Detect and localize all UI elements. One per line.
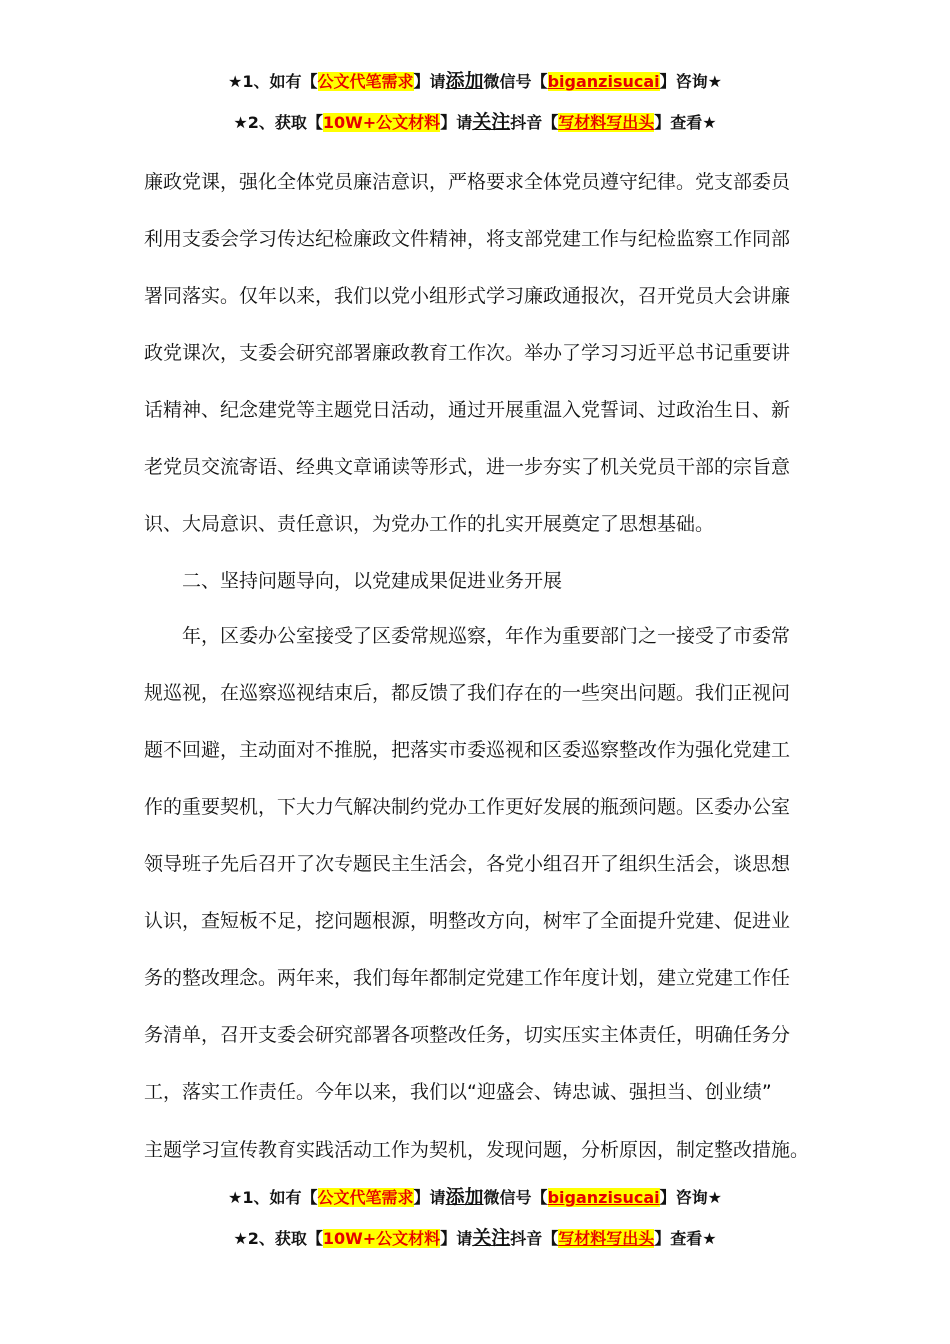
section-heading: 二、坚持问题导向，以党建成果促进业务开展 [144,570,563,592]
body-line: 规巡视，在巡察巡视结束后，都反馈了我们存在的一些突出问题。我们正视问 [144,682,791,704]
wechat-id-link[interactable]: biganzisucai [547,1188,660,1207]
banner-text: 微信号【 [483,72,548,91]
ad-banner-top-line-1 [0,70,950,93]
banner-text: 】请 [440,113,473,132]
banner-text: ★2、获取【 [233,1229,323,1248]
wechat-id-link[interactable]: biganzisucai [547,72,660,91]
banner-text: 微信号【 [483,1188,548,1207]
douyin-account-link[interactable]: 写材料写出头 [558,113,655,132]
body-line: 题不回避，主动面对不推脱，把落实市委巡视和区委巡察整改作为强化党建工 [144,739,791,761]
banner-highlight: 10W+公文材料 [322,1229,441,1248]
body-line: 利用支委会学习传达纪检廉政文件精神，将支部党建工作与纪检监察工作同部 [144,228,791,250]
banner-text: 】请 [440,1229,473,1248]
body-line: 主题学习宣传教育实践活动工作为契机，发现问题，分析原因，制定整改措施。 [144,1139,810,1161]
ad-banner-top-line-2 [0,111,950,134]
banner-text: 】请 [413,1188,446,1207]
banner-emphasis: 添加 [445,1186,484,1208]
banner-text: 】咨询★ [659,72,722,91]
body-line: 工，落实工作责任。今年以来，我们以“迎盛会、铸忠诚、强担当、创业绩” [144,1081,772,1103]
banner-text: ★1、如有【 [228,72,318,91]
body-line: 务清单，召开支委会研究部署各项整改任务，切实压实主体责任，明确任务分 [144,1024,791,1046]
banner-highlight: 公文代笔需求 [317,1188,414,1207]
banner-text: 】请 [413,72,446,91]
ad-banner-bottom-line-1 [0,1186,950,1209]
banner-emphasis: 关注 [472,111,511,133]
body-line: 老党员交流寄语、经典文章诵读等形式，进一步夯实了机关党员干部的宗旨意 [144,456,791,478]
banner-text: 抖音【 [510,113,559,132]
body-line: 年，区委办公室接受了区委常规巡察，年作为重要部门之一接受了市委常 [144,625,791,647]
body-line: 政党课次，支委会研究部署廉政教育工作次。举办了学习习近平总书记重要讲 [144,342,791,364]
banner-highlight: 公文代笔需求 [317,72,414,91]
ad-banner-bottom-line-2 [0,1227,950,1250]
banner-text: 】咨询★ [659,1188,722,1207]
banner-text: 】查看★ [654,113,717,132]
banner-highlight: 10W+公文材料 [322,113,441,132]
banner-text: 】查看★ [654,1229,717,1248]
banner-emphasis: 关注 [472,1227,511,1249]
body-line: 识、大局意识、责任意识，为党办工作的扎实开展奠定了思想基础。 [144,513,715,535]
body-line: 务的整改理念。两年来，我们每年都制定党建工作年度计划，建立党建工作任 [144,967,791,989]
banner-text: 抖音【 [510,1229,559,1248]
body-line: 领导班子先后召开了次专题民主生活会，各党小组召开了组织生活会，谈思想 [144,853,791,875]
body-line: 话精神、纪念建党等主题党日活动，通过开展重温入党誓词、过政治生日、新 [144,399,791,421]
body-line: 作的重要契机，下大力气解决制约党办工作更好发展的瓶颈问题。区委办公室 [144,796,791,818]
body-line: 廉政党课，强化全体党员廉洁意识，严格要求全体党员遵守纪律。党支部委员 [144,171,791,193]
douyin-account-link[interactable]: 写材料写出头 [558,1229,655,1248]
banner-text: ★1、如有【 [228,1188,318,1207]
banner-text: ★2、获取【 [233,113,323,132]
banner-emphasis: 添加 [445,70,484,92]
body-line: 认识，查短板不足，挖问题根源，明整改方向，树牢了全面提升党建、促进业 [144,910,791,932]
body-line: 署同落实。仅年以来，我们以党小组形式学习廉政通报次，召开党员大会讲廉 [144,285,791,307]
